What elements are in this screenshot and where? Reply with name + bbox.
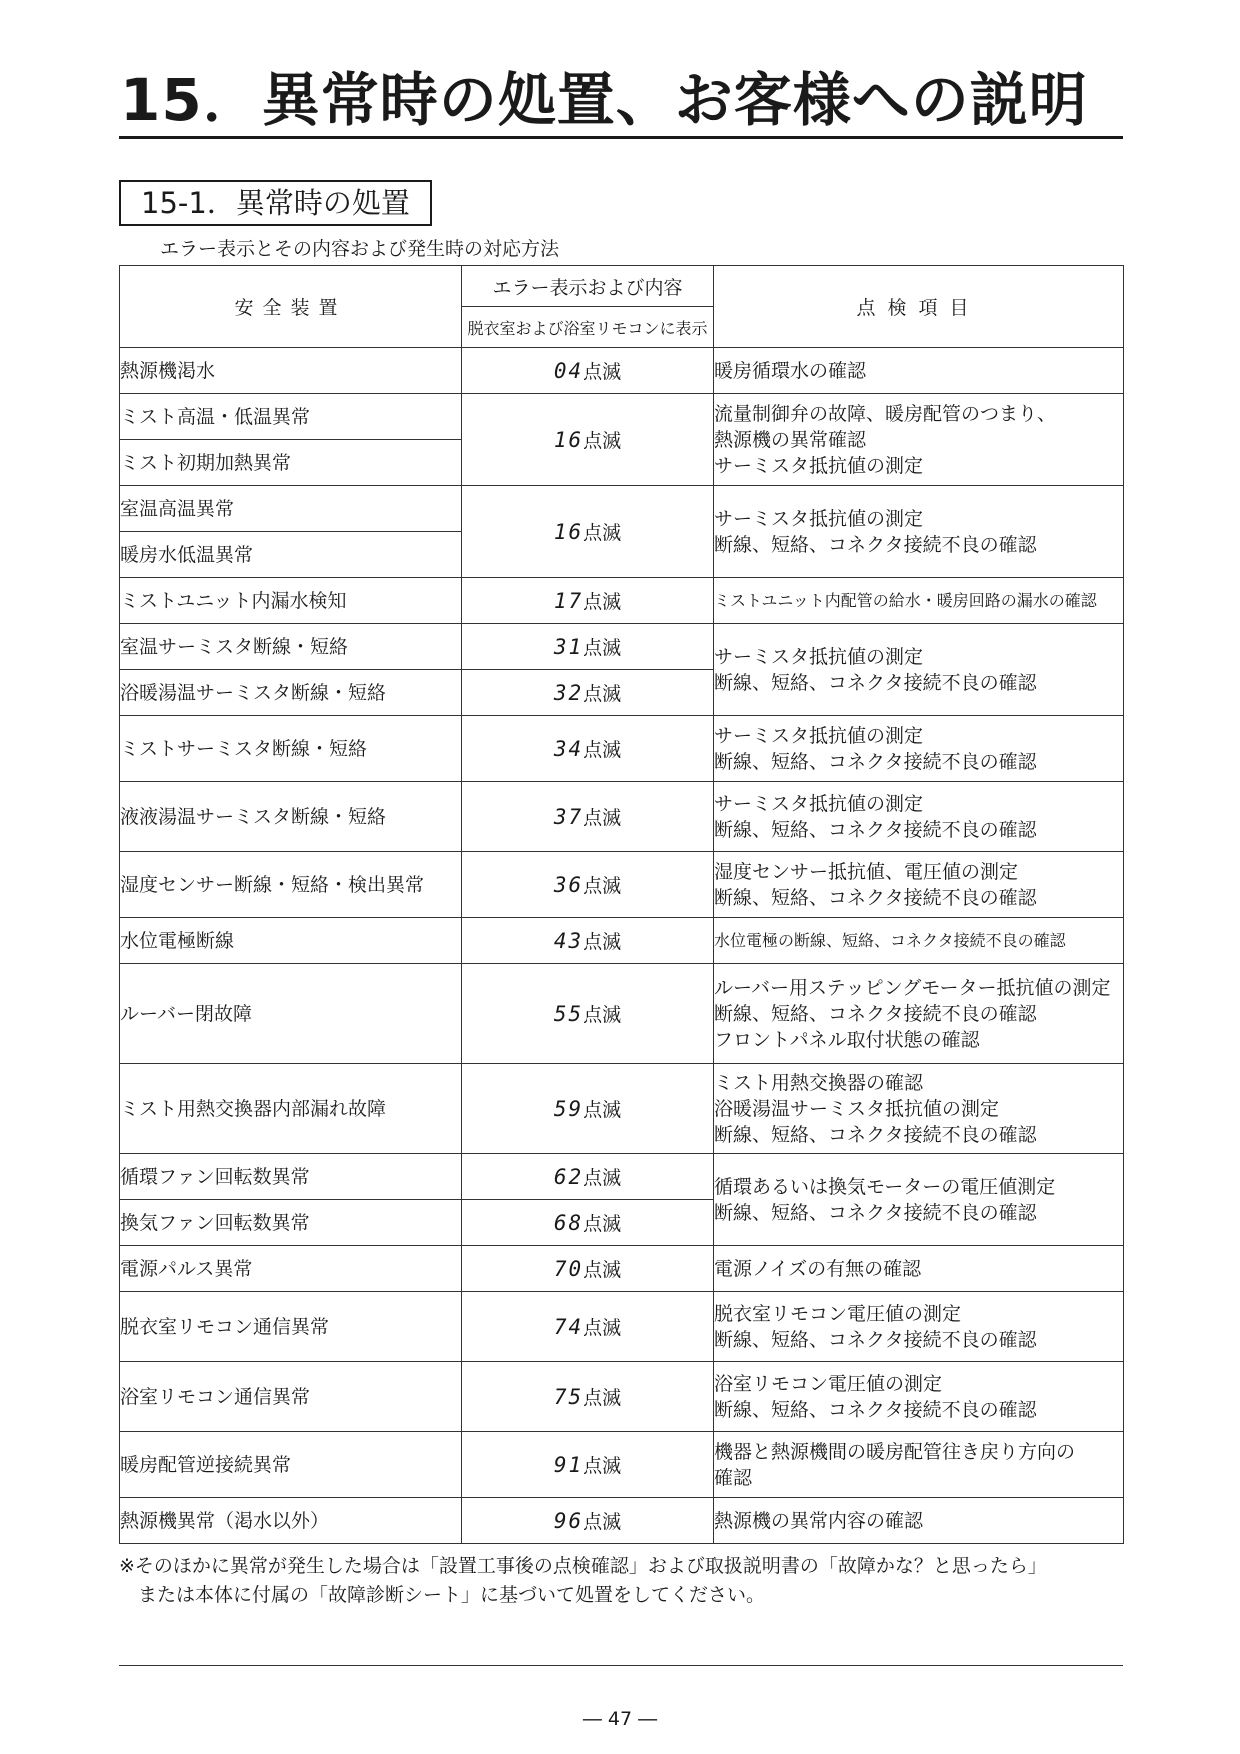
- check-cell: [714, 486, 1124, 578]
- check-line: 熱源機の異常確認: [714, 428, 867, 451]
- check-cell: [714, 716, 1124, 782]
- check-cell: [714, 1362, 1124, 1432]
- code-cell: [462, 1292, 714, 1362]
- error-code: 36: [553, 873, 584, 897]
- error-code: 75: [553, 1385, 584, 1409]
- blink-label: 点滅: [583, 591, 622, 613]
- table-row: [120, 1246, 1124, 1292]
- error-code: 68: [553, 1211, 584, 1235]
- check-line: サーミスタ抵抗値の測定: [714, 645, 924, 668]
- table-row: [120, 1498, 1124, 1544]
- table-caption: エラー表示とその内容および発生時の対応方法: [160, 238, 560, 260]
- device-cell: 脱衣室リモコン通信異常: [120, 1292, 462, 1362]
- device-cell: ミスト用熱交換器内部漏れ故障: [120, 1064, 462, 1154]
- blink-label: 点滅: [583, 430, 622, 452]
- error-code: 34: [553, 737, 584, 761]
- error-code: 59: [553, 1097, 584, 1121]
- check-line: 確認: [714, 1466, 753, 1489]
- device-cell: ミスト高温・低温異常: [120, 394, 462, 440]
- check-cell: [714, 1292, 1124, 1362]
- error-code: 37: [553, 805, 584, 829]
- error-table: [119, 265, 1124, 1544]
- device-cell: 熱源機異常（渇水以外）: [120, 1498, 462, 1544]
- check-cell: [714, 578, 1124, 624]
- device-cell: 室温高温異常: [120, 486, 462, 532]
- code-cell: [462, 1498, 714, 1544]
- error-code: 16: [553, 520, 584, 544]
- check-line: 断線、短絡、コネクタ接続不良の確認: [714, 533, 1037, 556]
- error-code: 96: [553, 1509, 584, 1533]
- check-cell: [714, 624, 1124, 716]
- error-code: 16: [553, 428, 584, 452]
- check-line: 浴室リモコン電圧値の測定: [714, 1372, 943, 1395]
- check-line: サーミスタ抵抗値の測定: [714, 792, 924, 815]
- footnote: [119, 1552, 1047, 1610]
- blink-label: 点滅: [583, 1317, 622, 1339]
- blink-label: 点滅: [583, 875, 622, 897]
- blink-label: 点滅: [583, 1167, 622, 1189]
- check-line: ルーバー用ステッピングモーター抵抗値の測定: [714, 976, 1111, 999]
- check-line: 断線、短絡、コネクタ接続不良の確認: [714, 671, 1037, 694]
- table-row: [120, 394, 1124, 440]
- check-line: 電源ノイズの有無の確認: [714, 1257, 922, 1280]
- device-cell: 水位電極断線: [120, 918, 462, 964]
- code-cell: [462, 624, 714, 670]
- check-line: 流量制御弁の故障、暖房配管のつまり、: [714, 402, 1057, 425]
- code-cell: [462, 486, 714, 578]
- check-line: 熱源機の異常内容の確認: [714, 1509, 924, 1532]
- check-line: 断線、短絡、コネクタ接続不良の確認: [714, 750, 1037, 773]
- check-cell: [714, 1064, 1124, 1154]
- table-row: [120, 964, 1124, 1064]
- table-row: [120, 578, 1124, 624]
- table-row: [120, 1362, 1124, 1432]
- check-line: 脱衣室リモコン電圧値の測定: [714, 1302, 962, 1325]
- table-row: [120, 348, 1124, 394]
- code-cell: [462, 670, 714, 716]
- blink-label: 点滅: [583, 683, 622, 705]
- table-row: [120, 1154, 1124, 1200]
- code-cell: [462, 1154, 714, 1200]
- blink-label: 点滅: [583, 522, 622, 544]
- check-line: 断線、短絡、コネクタ接続不良の確認: [714, 818, 1037, 841]
- code-cell: [462, 716, 714, 782]
- check-line: 断線、短絡、コネクタ接続不良の確認: [714, 1201, 1037, 1224]
- code-cell: [462, 1362, 714, 1432]
- check-line: 暖房循環水の確認: [714, 359, 867, 382]
- check-cell: [714, 852, 1124, 918]
- check-cell: [714, 1246, 1124, 1292]
- device-cell: 湿度センサー断線・短絡・検出異常: [120, 852, 462, 918]
- check-cell: [714, 1498, 1124, 1544]
- check-line: サーミスタ抵抗値の測定: [714, 454, 924, 477]
- blink-label: 点滅: [583, 1511, 622, 1533]
- footnote-line: ※そのほかに異常が発生した場合は「設置工事後の点検確認」および取扱説明書の「故障かな？と思ったら」: [119, 1555, 1047, 1577]
- device-cell: 循環ファン回転数異常: [120, 1154, 462, 1200]
- error-code: 70: [553, 1257, 584, 1281]
- error-code: 55: [553, 1002, 584, 1026]
- blink-label: 点滅: [583, 739, 622, 761]
- blink-label: 点滅: [583, 361, 622, 383]
- check-line: 断線、短絡、コネクタ接続不良の確認: [714, 1002, 1037, 1025]
- check-line: サーミスタ抵抗値の測定: [714, 724, 924, 747]
- check-line: 機器と熱源機間の暖房配管往き戻り方向の: [714, 1440, 1076, 1463]
- check-line: ミスト用熱交換器の確認: [714, 1071, 924, 1094]
- check-cell: [714, 394, 1124, 486]
- blink-label: 点滅: [583, 1387, 622, 1409]
- device-cell: 電源パルス異常: [120, 1246, 462, 1292]
- code-cell: [462, 852, 714, 918]
- check-cell: [714, 348, 1124, 394]
- device-cell: 暖房配管逆接続異常: [120, 1432, 462, 1498]
- device-cell: ルーバー閉故障: [120, 964, 462, 1064]
- device-cell: ミストサーミスタ断線・短絡: [120, 716, 462, 782]
- page-number: ― 47 ―: [582, 1708, 658, 1730]
- code-cell: [462, 1246, 714, 1292]
- header-error-display: エラー表示および内容: [462, 266, 714, 307]
- device-cell: ミストユニット内漏水検知: [120, 578, 462, 624]
- footer-rule: [119, 1665, 1123, 1666]
- blink-label: 点滅: [583, 807, 622, 829]
- code-cell: [462, 394, 714, 486]
- section-title: 15-1．異常時の処置: [119, 180, 432, 226]
- page-title: 15．異常時の処置、お客様への説明: [120, 66, 1088, 134]
- check-cell: [714, 918, 1124, 964]
- error-code: 32: [553, 681, 584, 705]
- device-cell: 液液湯温サーミスタ断線・短絡: [120, 782, 462, 852]
- check-line: サーミスタ抵抗値の測定: [714, 507, 924, 530]
- device-cell: 換気ファン回転数異常: [120, 1200, 462, 1246]
- table-row: [120, 852, 1124, 918]
- header-device: 安全装置: [120, 266, 462, 348]
- blink-label: 点滅: [583, 1004, 622, 1026]
- footnote-line: または本体に付属の「故障診断シート」に基づいて処置をしてください。: [119, 1584, 766, 1606]
- table-row: [120, 624, 1124, 670]
- check-cell: [714, 1154, 1124, 1246]
- code-cell: [462, 1432, 714, 1498]
- code-cell: [462, 918, 714, 964]
- check-cell: [714, 1432, 1124, 1498]
- table-row: [120, 918, 1124, 964]
- device-cell: 室温サーミスタ断線・短絡: [120, 624, 462, 670]
- table-row: [120, 486, 1124, 532]
- check-line: 断線、短絡、コネクタ接続不良の確認: [714, 886, 1037, 909]
- blink-label: 点滅: [583, 1099, 622, 1121]
- table-row: [120, 782, 1124, 852]
- blink-label: 点滅: [583, 637, 622, 659]
- blink-label: 点滅: [583, 1213, 622, 1235]
- check-line: フロントパネル取付状態の確認: [714, 1028, 980, 1051]
- check-line: 湿度センサー抵抗値、電圧値の測定: [714, 860, 1019, 883]
- code-cell: [462, 964, 714, 1064]
- check-line: 断線、短絡、コネクタ接続不良の確認: [714, 1398, 1037, 1421]
- code-cell: [462, 578, 714, 624]
- error-code: 04: [553, 359, 584, 383]
- device-cell: 浴暖湯温サーミスタ断線・短絡: [120, 670, 462, 716]
- blink-label: 点滅: [583, 1455, 622, 1477]
- device-cell: ミスト初期加熱異常: [120, 440, 462, 486]
- error-code: 43: [553, 929, 584, 953]
- table-row: [120, 1432, 1124, 1498]
- header-check-items: 点検項目: [714, 266, 1124, 348]
- check-line: 浴暖湯温サーミスタ抵抗値の測定: [714, 1097, 1000, 1120]
- title-rule: [119, 136, 1123, 139]
- table-row: [120, 1292, 1124, 1362]
- header-error-display-sub: 脱衣室および浴室リモコンに表示: [462, 307, 714, 348]
- device-cell: 浴室リモコン通信異常: [120, 1362, 462, 1432]
- blink-label: 点滅: [583, 931, 622, 953]
- device-cell: 暖房水低温異常: [120, 532, 462, 578]
- error-code: 17: [553, 589, 584, 613]
- code-cell: [462, 348, 714, 394]
- table-row: [120, 716, 1124, 782]
- table-row: [120, 1064, 1124, 1154]
- check-line: 水位電極の断線、短絡、コネクタ接続不良の確認: [714, 930, 1066, 950]
- error-code: 62: [553, 1165, 584, 1189]
- code-cell: [462, 1200, 714, 1246]
- blink-label: 点滅: [583, 1259, 622, 1281]
- code-cell: [462, 1064, 714, 1154]
- error-code: 91: [553, 1453, 584, 1477]
- check-line: ミストユニット内配管の給水・暖房回路の漏水の確認: [714, 590, 1097, 610]
- check-line: 断線、短絡、コネクタ接続不良の確認: [714, 1123, 1037, 1146]
- check-cell: [714, 964, 1124, 1064]
- check-cell: [714, 782, 1124, 852]
- device-cell: 熱源機渇水: [120, 348, 462, 394]
- error-code: 74: [553, 1315, 584, 1339]
- check-line: 循環あるいは換気モーターの電圧値測定: [714, 1175, 1056, 1198]
- error-code: 31: [553, 635, 584, 659]
- code-cell: [462, 782, 714, 852]
- check-line: 断線、短絡、コネクタ接続不良の確認: [714, 1328, 1037, 1351]
